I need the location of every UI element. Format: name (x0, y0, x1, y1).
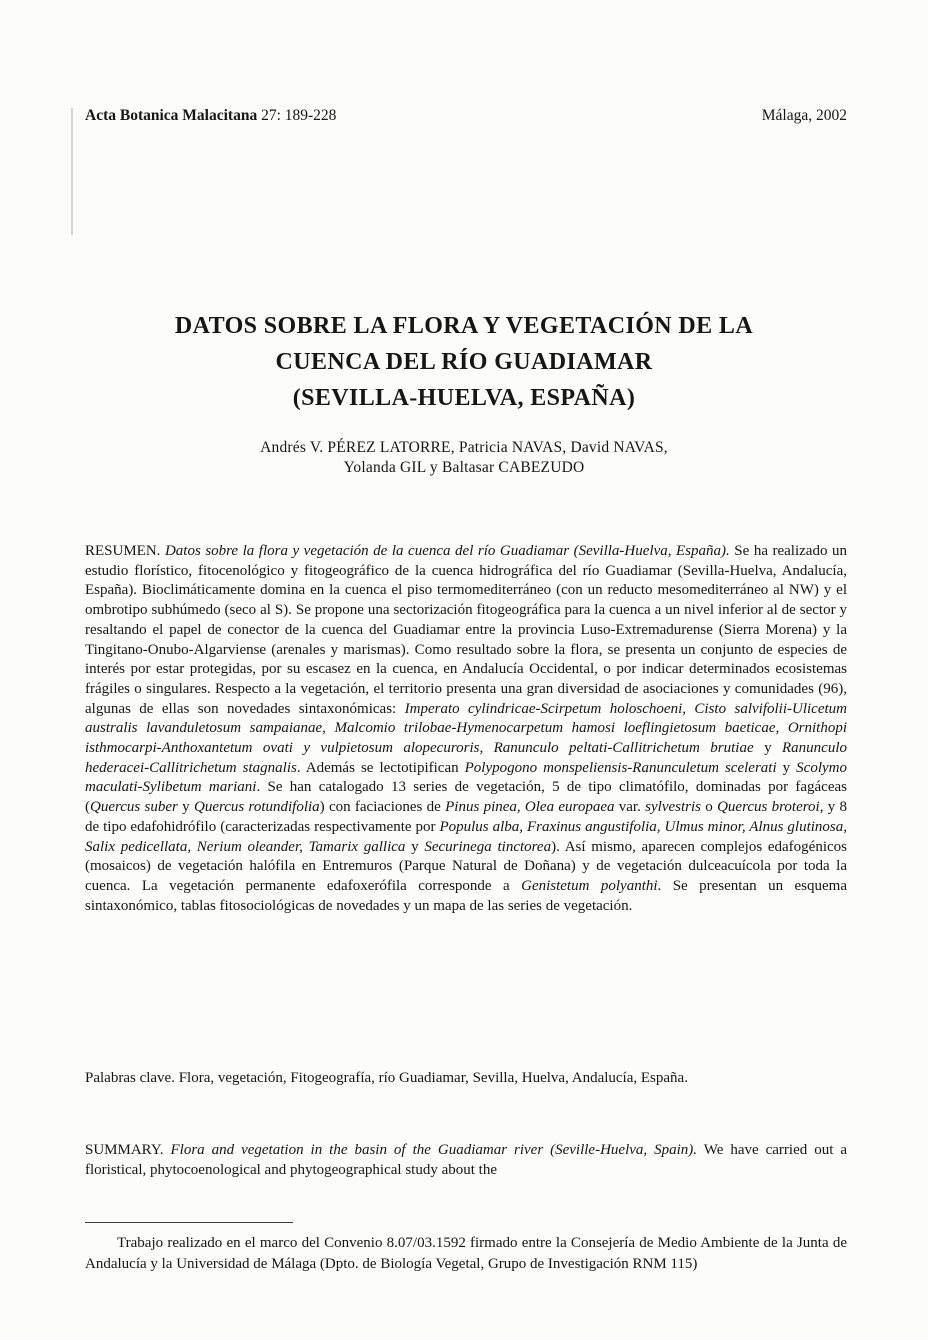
abstract-paragraph (85, 542, 847, 916)
running-head (85, 106, 847, 126)
text-segment: Quercus broteroi (717, 799, 820, 816)
authors (40, 438, 888, 478)
footnote-separator-rule (85, 1222, 293, 1223)
text-segment: y (177, 799, 194, 816)
text-segment: . Además se lectotipifican (296, 759, 465, 776)
text-segment: Securinega tinctorea (424, 838, 552, 855)
text-segment: ). Así mismo, aparecen complejos edafogénicos (mosaicos) de vegetación halófila en Entremuros (Parque Natural de Doñana) y de vegetación dulceacuícola por toda la cuenca. La vegetación permanente edafoxerófila corresponde a (85, 838, 847, 894)
text-segment: SUMMARY. (85, 1142, 171, 1158)
text-segment: sylvestris (645, 799, 701, 816)
text-segment: , y 8 de tipo edafohidrófilo (caracterizadas respectivamente por (85, 799, 848, 835)
title-line-2: CUENCA DEL RÍO GUADIAMAR (275, 349, 653, 375)
text-segment: y (776, 759, 797, 776)
text-segment: Scolymo maculati-Sylibetum mariani (85, 759, 847, 796)
text-segment: Datos sobre la flora y vegetación de la cuenca del río Guadiamar (Sevilla-Huelva, España). (164, 543, 730, 559)
text-segment: Quercus rotundifolia (193, 799, 320, 816)
text-segment: ) con faciaciones de (319, 799, 446, 816)
text-segment: Se ha realizado un estudio florístico, fitocenológico y fitogeográfico de la cuenca hidrográfica del río Guadiamar (Sevilla-Huelva, Andalucía, España). Bioclimáticamente domina en la cuenca el piso termomediterráneo (con un reducto mesomediterráneo al NW) y el ombrotipo subhúmedo (seco al S). Se propone una sectorización fitogeográfica para la cuenca a un nivel inferior al de sector y resaltando el papel de conector de la cuenca del Guadiamar entre la provincia Luso-Extremadurense (Sierra Morena) y la Tingitano-Onubo-Algarviense (arenales y marismas). Como resultado sobre la flora, se presenta un conjunto de especies de interés por estar protegidas, por su escasez en la cuenca, en Andalucía Occidental, o por indicar determinados ecosistemas frágiles o singulares. Respecto a la vegetación, el territorio presenta una gran diversidad de asociaciones y comunidades (96), algunas de ellas son novedades sintaxonómicas: (85, 543, 847, 717)
text-segment: var. (614, 799, 646, 816)
article-title (40, 308, 888, 416)
text-segment: Flora and vegetation in the basin of the Guadiamar river (Seville-Huelva, Spain). (170, 1142, 698, 1158)
authors-line-2: Yolanda GIL y Baltasar CABEZUDO (343, 459, 585, 476)
text-segment: y (753, 740, 783, 757)
footnote-text: Trabajo realizado en el marco del Convenio 8.07/03.1592 firmado entre la Consejería de Medio Ambiente de la Junta de Andalucía y la Universidad de Málaga (Dpto. de Biología Vegetal, Grupo de Investigación RNM 115) (85, 1235, 847, 1272)
text-segment: Genistetum polyanthi (521, 877, 658, 894)
text-segment: Pinus pinea, Olea europaea (445, 799, 615, 816)
scan-artifact-line (71, 108, 73, 235)
text-segment: We have carried out a floristical, phytocoenological and phytogeographical study about the (85, 1142, 848, 1178)
text-segment: Quercus suber (90, 799, 178, 816)
text-segment: Populus alba, Fraxinus angustifolia, Ulmus minor, Alnus glutinosa, Salix pedicellata, Nerium oleander, Tamarix gallica (85, 818, 847, 855)
keywords-paragraph: Palabras clave. Flora, vegetación, Fitogeografía, río Guadiamar, Sevilla, Huelva, Andalucía, España. (85, 1070, 688, 1086)
journal-reference (85, 106, 336, 126)
text-segment: Polypogono monspeliensis-Ranunculetum scelerati (464, 759, 777, 776)
journal-issue-pages: 27: 189-228 (257, 107, 337, 124)
place-date: Málaga, 2002 (761, 107, 847, 124)
text-segment: RESUMEN. (85, 543, 165, 559)
text-segment: . Se han catalogado 13 series de vegetación, 5 de tipo climatófilo, dominadas por fagáceas ( (85, 779, 847, 816)
journal-name: Acta Botanica Malacitana (85, 107, 258, 124)
title-line-1: DATOS SOBRE LA FLORA Y VEGETACIÓN DE LA (174, 313, 754, 339)
text-segment: Imperato cylindricae-Scirpetum holoschoeni, Cisto salvifolii-Ulicetum australis lavanduletosum sampaianae, Malcomio trilobae-Hymenocarpetum hamosi loeflingietosum baeticae, Ornithopi isthmocarpi-Anthoxantetum ovati y vulpietosum alopecuroris, Ranunculo peltati-Callitrichetum brutiae (85, 700, 847, 757)
authors-line-1: Andrés V. PÉREZ LATORRE, Patricia NAVAS, David NAVAS, (260, 439, 668, 456)
title-line-3: (SEVILLA-HUELVA, ESPAÑA) (292, 385, 636, 411)
text-segment: Ranunculo hederacei-Callitrichetum stagnalis (85, 740, 848, 776)
summary-paragraph (85, 1141, 847, 1180)
text-segment: y (405, 838, 425, 855)
text-segment: . Se presentan un esquema sintaxonómico, tablas fitosociológicas de novedades y un mapa de las series de vegetación. (85, 877, 847, 914)
text-segment: o (700, 799, 718, 816)
